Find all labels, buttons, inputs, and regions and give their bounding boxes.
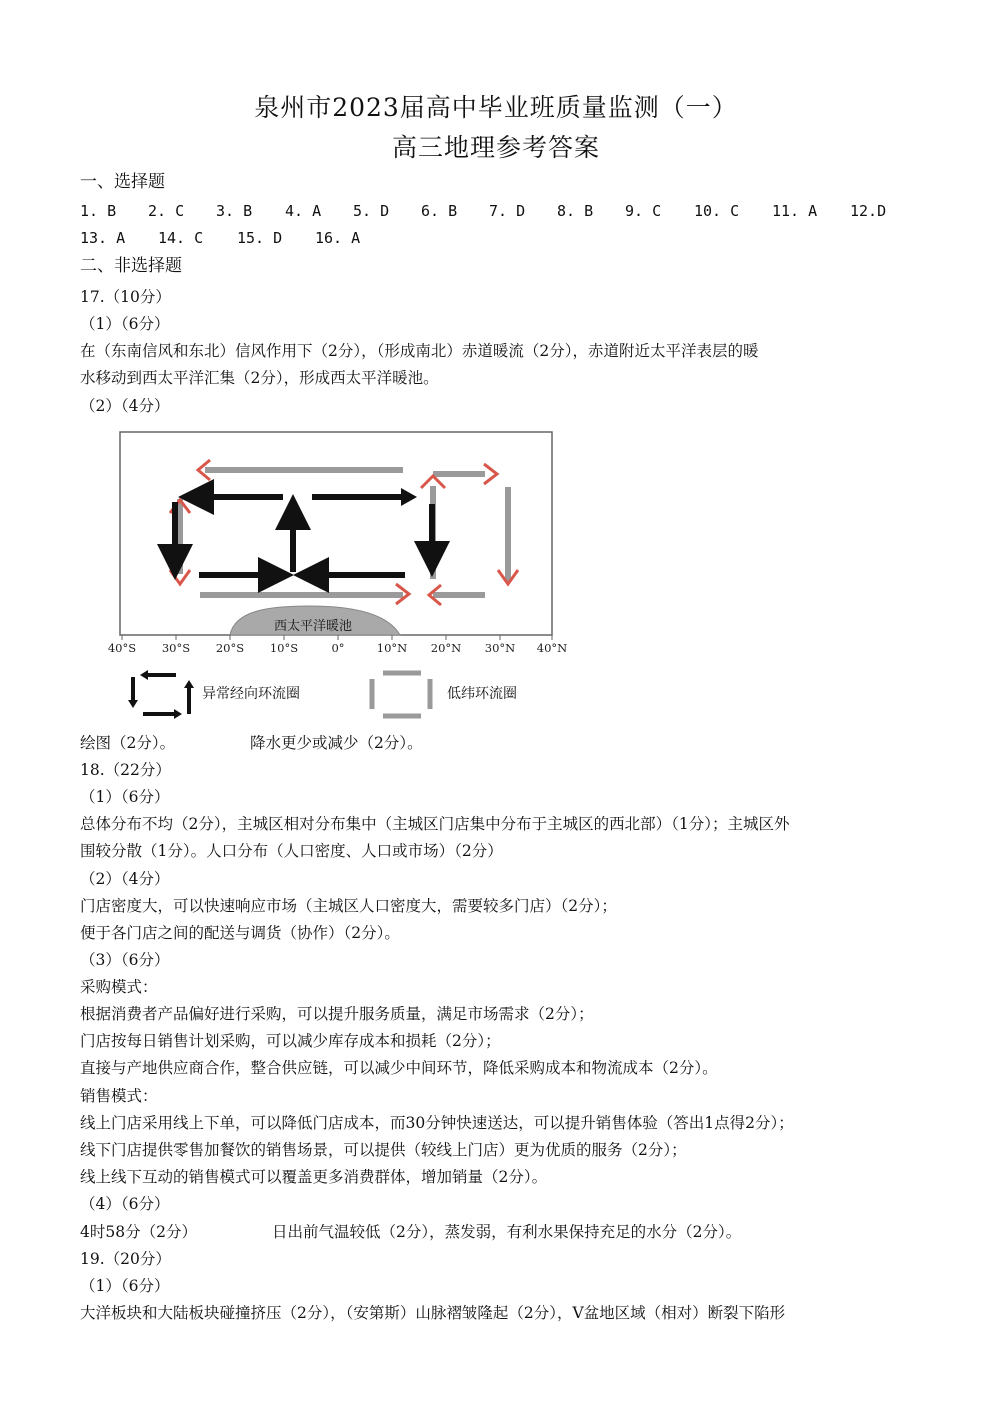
answer-item: 3. B <box>216 202 253 220</box>
q18-part3: （3）（6分） <box>80 951 170 969</box>
answer-item: 13. A <box>80 229 126 247</box>
q19-heading: 19.（20分） <box>80 1250 171 1268</box>
q18-text-line: 线上门店采用线上下单，可以降低门店成本，而30分钟快速送达，可以提升销售体验（答出1点得2分）； <box>80 1114 794 1132</box>
answer-item: 10. C <box>694 202 740 220</box>
q19-part1: （1）（6分） <box>80 1277 170 1295</box>
tick-label: 10°S <box>269 641 299 655</box>
legend-black-label: 异常经向环流圈 <box>202 686 300 702</box>
q17-heading: 17.（10分） <box>80 288 171 306</box>
q18-text-line: 日出前气温较低（2分），蒸发弱，有利水果保持充足的水分（2分）。 <box>272 1223 742 1241</box>
tick-label: 30°S <box>161 641 191 655</box>
q18-heading: 18.（22分） <box>80 761 171 779</box>
answer-item: 11. A <box>772 202 818 220</box>
q18-text-line: 总体分布不均（2分），主城区相对分布集中（主城区门店集中分布于主城区的西北部）（1分）；主城区外 <box>80 815 790 833</box>
tick-label: 40°S <box>107 641 137 655</box>
q19-text-line: 大洋板块和大陆板块碰撞挤压（2分），（安第斯）山脉褶皱隆起（2分），V盆地区域（相对）断裂下陷形 <box>80 1304 786 1322</box>
page-title: 泉州市2023届高中毕业班质量监测（一） <box>254 93 738 122</box>
q18-part1: （1）（6分） <box>80 788 170 806</box>
q18-text-line: 线下门店提供零售加餐饮的销售场景，可以提供（较线上门店）更为优质的服务（2分）； <box>80 1141 687 1159</box>
page-subtitle: 高三地理参考答案 <box>391 133 600 162</box>
tick-label: 30°N <box>484 641 516 655</box>
answer-item: 6. B <box>421 202 458 220</box>
q17-part2: （2）（4分） <box>80 397 170 415</box>
red-arrowheads <box>170 460 518 605</box>
q18-text-line: 便于各门店之间的配送与调货（协作）（2分）。 <box>80 924 400 942</box>
answer-item: 9. C <box>625 202 662 220</box>
q17-part1: （1）（6分） <box>80 315 170 333</box>
q18-part4: （4）（6分） <box>80 1195 170 1213</box>
answer-item: 15. D <box>237 229 283 247</box>
answer-item: 1. B <box>80 202 117 220</box>
answer-item: 7. D <box>489 202 526 220</box>
q18-text-line: 采购模式： <box>80 978 158 996</box>
q18-text-line: 4时58分（2分） <box>80 1223 197 1241</box>
answer-item: 5. D <box>353 202 390 220</box>
q18-part2: （2）（4分） <box>80 870 170 888</box>
circulation-diagram <box>100 424 580 724</box>
q18-text-line: 门店密度大，可以快速响应市场（主城区人口密度大，需要较多门店）（2分）； <box>80 897 617 915</box>
black-circulation-cell <box>175 488 432 575</box>
answer-item: 8. B <box>557 202 594 220</box>
answer-item: 2. C <box>148 202 185 220</box>
tick-label: 10°N <box>376 641 408 655</box>
tick-label: 0° <box>331 641 345 655</box>
section-nonchoice-heading: 二、非选择题 <box>80 256 182 276</box>
q18-text-line: 线上线下互动的销售模式可以覆盖更多消费群体，增加销量（2分）。 <box>80 1168 548 1186</box>
diagram-frame <box>120 432 552 635</box>
q17-text-line: 水移动到西太平洋汇集（2分），形成西太平洋暖池。 <box>80 369 439 387</box>
legend-black-symbol <box>128 670 194 719</box>
q18-text-line: 根据消费者产品偏好进行采购，可以提升服务质量，满足市场需求（2分）； <box>80 1005 594 1023</box>
q18-text-line: 直接与产地供应商合作，整合供应链，可以减少中间环节，降低采购成本和物流成本（2分）。 <box>80 1059 718 1077</box>
q17-text-line: 在（东南信风和东北）信风作用下（2分），（形成南北）赤道暖流（2分），赤道附近太平洋表层的暖 <box>80 342 759 360</box>
q17-after-diagram-b: 降水更少或减少（2分）。 <box>250 734 423 752</box>
answer-item: 16. A <box>315 229 361 247</box>
q18-text-line: 围较分散（1分）。人口分布（人口密度、人口或市场）（2分） <box>80 842 503 860</box>
q18-text-line: 销售模式： <box>80 1087 158 1105</box>
legend-gray-symbol <box>372 673 430 716</box>
warm-pool-label: 西太平洋暖池 <box>273 619 353 634</box>
answer-item: 12.D <box>850 202 887 220</box>
legend-gray-label: 低纬环流圈 <box>447 686 517 702</box>
section-choice-heading: 一、选择题 <box>80 172 165 192</box>
answer-item: 4. A <box>285 202 322 220</box>
tick-label: 20°S <box>215 641 245 655</box>
answer-item: 14. C <box>158 229 204 247</box>
q18-text-line: 门店按每日销售计划采购，可以减少库存成本和损耗（2分）； <box>80 1032 501 1050</box>
tick-label: 40°N <box>536 641 568 655</box>
tick-label: 20°N <box>430 641 462 655</box>
q17-after-diagram-a: 绘图（2分）。 <box>80 734 176 752</box>
